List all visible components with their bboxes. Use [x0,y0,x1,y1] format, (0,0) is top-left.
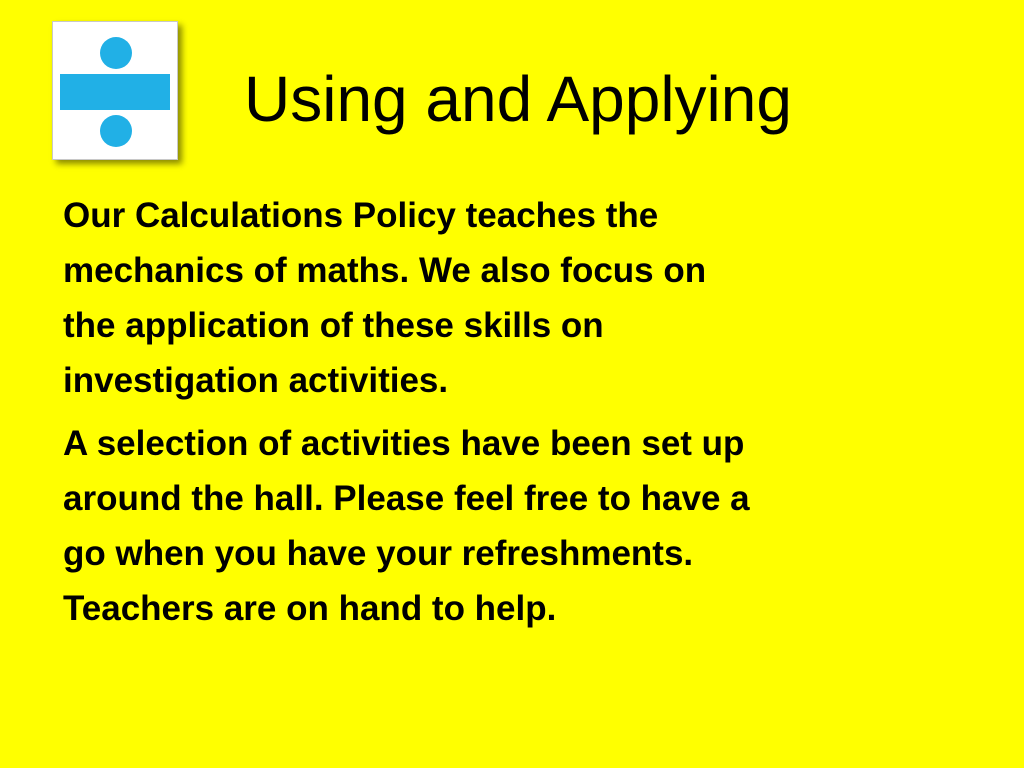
division-sign-icon [53,22,177,159]
slide-title: Using and Applying [244,63,792,135]
text-line: around the hall. Please feel free to have a [63,479,750,518]
slide-body [63,188,993,644]
paragraph-activities [63,416,993,636]
text-line: investigation activities. [63,361,449,400]
text-line: go when you have your refreshments. [63,534,694,573]
text-line: Teachers are on hand to help. [63,589,557,628]
text-line: mechanics of maths. We also focus on [63,251,707,290]
text-line: A selection of activities have been set up [63,424,745,463]
text-line: the application of these skills on [63,306,604,345]
text-line: Our Calculations Policy teaches the [63,196,659,235]
paragraph-policy [63,188,993,408]
division-icon-tile [52,21,178,160]
